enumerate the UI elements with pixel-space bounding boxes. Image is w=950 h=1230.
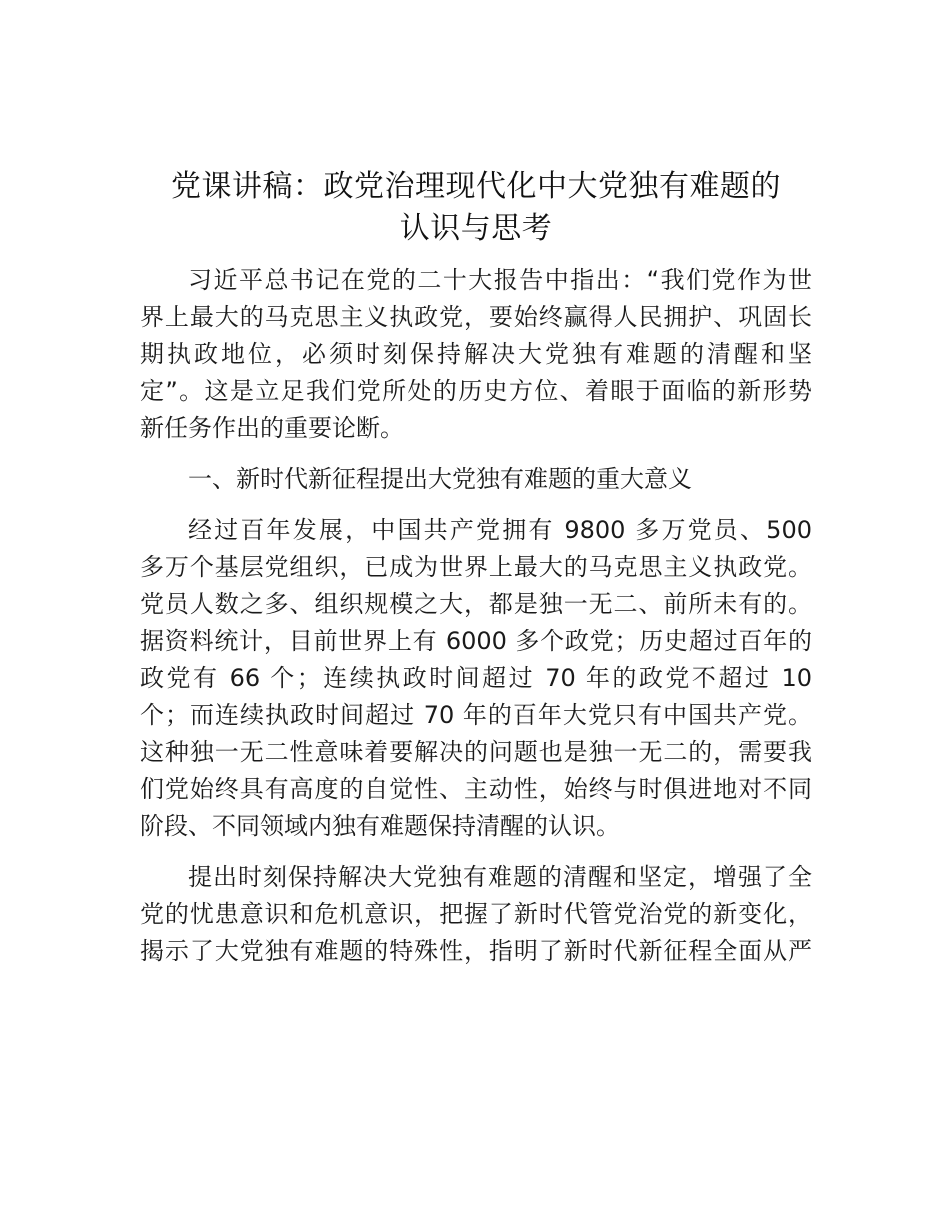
document-title [140, 166, 812, 250]
paragraph-line: 们党始终具有高度的自觉性、主动性，始终与时俱进地对不同 [140, 775, 812, 803]
paragraph-line: 多万个基层党组织，已成为世界上最大的马克思主义执政党。 [140, 553, 812, 581]
title-line-1: 党课讲稿：政党治理现代化中大党独有难题的 [171, 169, 781, 204]
paragraph-party-scale [140, 512, 812, 845]
document-body [140, 262, 812, 970]
paragraph-significance [140, 859, 812, 970]
paragraph-line: 政党有 66 个；连续执政时间超过 70 年的政党不超过 10 [140, 664, 812, 692]
paragraph-line: 提出时刻保持解决大党独有难题的清醒和坚定，增强了全 [188, 863, 812, 891]
section-heading-text: 一、新时代新征程提出大党独有难题的重大意义 [188, 465, 692, 493]
paragraph-intro [140, 262, 812, 447]
paragraph-line: 新任务作出的重要论断。 [140, 414, 404, 442]
section-heading-1 [140, 461, 812, 498]
paragraph-line: 揭示了大党独有难题的特殊性，指明了新时代新征程全面从严 [140, 937, 812, 965]
paragraph-line: 期执政地位，必须时刻保持解决大党独有难题的清醒和坚 [140, 340, 812, 368]
paragraph-line: 据资料统计，目前世界上有 6000 多个政党；历史超过百年的 [140, 627, 812, 655]
paragraph-line: 定”。这是立足我们党所处的历史方位、着眼于面临的新形势 [140, 377, 812, 405]
paragraph-line: 经过百年发展，中国共产党拥有 9800 多万党员、500 [188, 516, 812, 544]
title-line-2: 认识与思考 [399, 211, 553, 246]
paragraph-line: 界上最大的马克思主义执政党，要始终赢得人民拥护、巩固长 [140, 303, 812, 331]
paragraph-line: 党员人数之多、组织规模之大，都是独一无二、前所未有的。 [140, 590, 812, 618]
paragraph-line: 阶段、不同领域内独有难题保持清醒的认识。 [140, 812, 620, 840]
document-content [140, 166, 812, 970]
paragraph-line: 党的忧患意识和危机意识，把握了新时代管党治党的新变化， [140, 900, 812, 928]
paragraph-line: 个；而连续执政时间超过 70 年的百年大党只有中国共产党。 [140, 701, 812, 729]
paragraph-line: 这种独一无二性意味着要解决的问题也是独一无二的，需要我 [140, 738, 812, 766]
paragraph-line: 习近平总书记在党的二十大报告中指出：“我们党作为世 [188, 266, 812, 294]
